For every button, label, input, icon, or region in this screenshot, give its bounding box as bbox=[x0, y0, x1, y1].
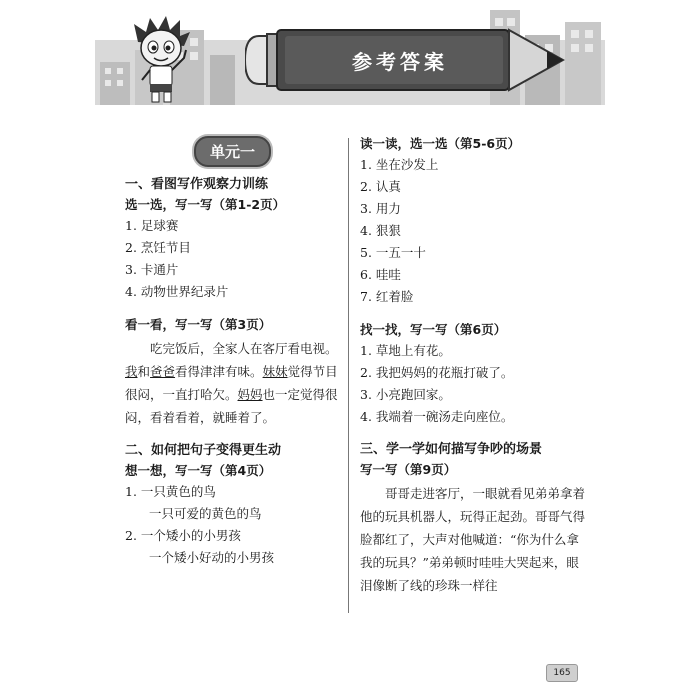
column-divider bbox=[348, 138, 349, 613]
section-heading: 一、看图写作观察力训练 bbox=[125, 177, 269, 192]
section-heading: 二、如何把句子变得更生动 bbox=[125, 443, 282, 458]
exercise-heading: 看一看，写一写（第3页） bbox=[125, 317, 272, 332]
page-number: 165 bbox=[546, 664, 578, 682]
answer-item: 4. 动物世界纪录片 bbox=[125, 284, 229, 299]
cartoon-boy-mascot bbox=[128, 14, 198, 106]
answer-item: 1. 草地上有花。 bbox=[360, 343, 451, 358]
answer-paragraph bbox=[125, 337, 340, 429]
answer-item: 2. 我把妈妈的花瓶打破了。 bbox=[360, 365, 514, 380]
underlined-word: 我 bbox=[125, 364, 138, 379]
text-run: 也一定觉得很闷，看着看着，就睡着了。 bbox=[125, 387, 338, 425]
answer-item: 4. 狠狠 bbox=[360, 223, 401, 238]
answer-item: 一个矮小好动的小男孩 bbox=[149, 550, 275, 565]
answer-item: 一只可爱的黄色的鸟 bbox=[149, 506, 262, 521]
text-run: 和 bbox=[137, 364, 151, 379]
unit-badge: 单元一 bbox=[194, 136, 271, 167]
answer-item: 3. 用力 bbox=[360, 201, 401, 216]
answer-item: 5. 一五一十 bbox=[360, 245, 426, 260]
exercise-heading: 找一找，写一写（第6页） bbox=[360, 322, 507, 337]
answer-item: 3. 小亮跑回家。 bbox=[360, 387, 451, 402]
underlined-word: 爸爸 bbox=[150, 364, 176, 379]
answer-item: 2. 烹饪节目 bbox=[125, 240, 191, 255]
answer-item: 4. 我端着一碗汤走向座位。 bbox=[360, 409, 514, 424]
text-run: 看得津津有味。 bbox=[175, 364, 263, 379]
underlined-word: 妈妈 bbox=[237, 387, 263, 402]
right-column bbox=[360, 134, 585, 597]
text-run: 觉得节目很闷，一直打哈欠。 bbox=[125, 364, 338, 402]
text-run: 吃完饭后，全家人在客厅看电视。 bbox=[150, 341, 338, 356]
section-heading: 三、学一学如何描写争吵的场景 bbox=[360, 442, 543, 457]
answer-item: 1. 足球赛 bbox=[125, 218, 179, 233]
exercise-heading: 选一选，写一写（第1-2页） bbox=[125, 197, 286, 212]
answer-paragraph: 哥哥走进客厅，一眼就看见弟弟拿着他的玩具机器人，玩得正起劲。哥哥气得脸都红了，大声对他喊道：“你为什么拿我的玩具？”弟弟顿时哇哇大哭起来，眼泪像断了线的珍珠一样往 bbox=[360, 486, 586, 593]
answer-item: 1. 坐在沙发上 bbox=[360, 157, 439, 172]
exercise-heading: 读一读，选一选（第5-6页） bbox=[360, 136, 521, 151]
answer-item: 7. 红着脸 bbox=[360, 289, 414, 304]
answer-item: 2. 一个矮小的小男孩 bbox=[125, 528, 241, 543]
answer-item: 2. 认真 bbox=[360, 179, 401, 194]
page-title: 参考答案 bbox=[352, 50, 448, 74]
exercise-heading: 想一想，写一写（第4页） bbox=[125, 463, 272, 478]
answer-item: 6. 哇哇 bbox=[360, 267, 401, 282]
underlined-word: 妹妹 bbox=[262, 364, 288, 379]
left-column bbox=[125, 130, 340, 569]
answer-item: 1. 一只黄色的鸟 bbox=[125, 484, 216, 499]
answer-item: 3. 卡通片 bbox=[125, 262, 179, 277]
exercise-heading: 写一写（第9页） bbox=[360, 462, 457, 477]
